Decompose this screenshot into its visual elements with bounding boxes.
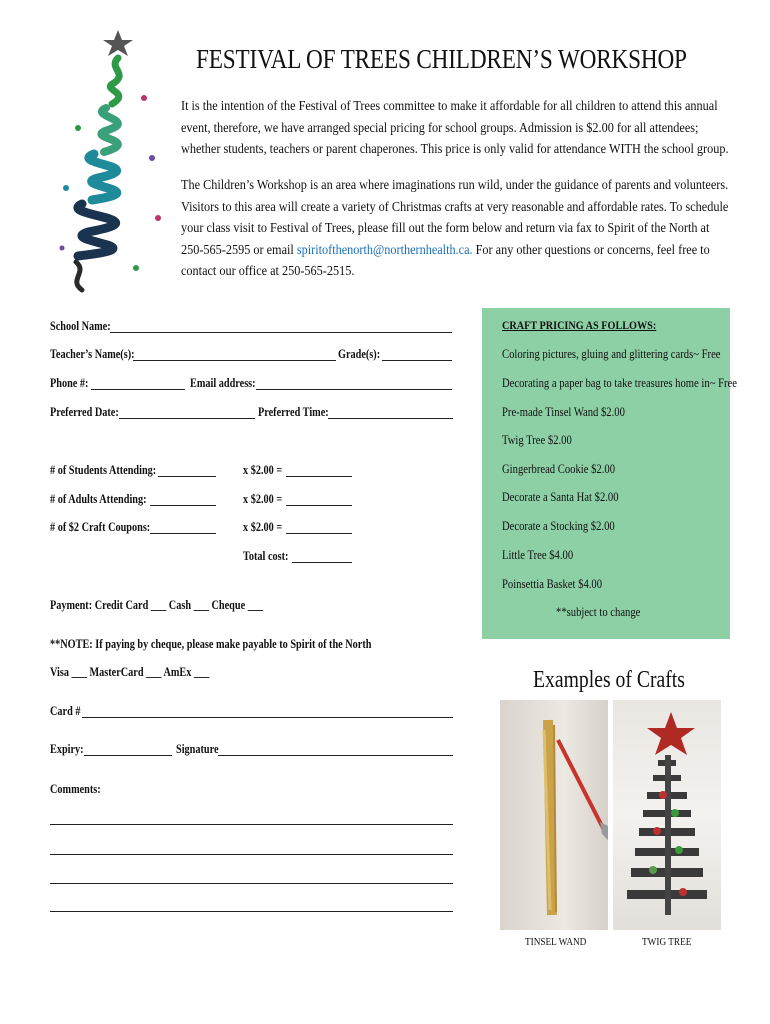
teachers-name-label: Teacher’s Name(s): bbox=[50, 347, 135, 361]
craft-coupons-field[interactable] bbox=[150, 532, 216, 534]
comments-line-3[interactable] bbox=[50, 882, 453, 884]
coupons-total-field[interactable] bbox=[286, 532, 352, 534]
comments-label: Comments: bbox=[50, 782, 101, 796]
craft-item: Gingerbread Cookie $2.00 bbox=[502, 462, 616, 476]
festival-tree-logo bbox=[48, 28, 172, 300]
adults-total-field[interactable] bbox=[286, 504, 352, 506]
students-total-field[interactable] bbox=[286, 475, 352, 477]
craft-item: Pre-made Tinsel Wand $2.00 bbox=[502, 405, 625, 419]
card-type-options[interactable]: Visa ___ MasterCard ___ AmEx ___ bbox=[50, 665, 210, 679]
preferred-date-label: Preferred Date: bbox=[50, 405, 119, 419]
phone-field[interactable] bbox=[91, 388, 185, 390]
school-name-field[interactable] bbox=[110, 331, 452, 333]
tinsel-wand-photo bbox=[500, 700, 608, 930]
phone-label: Phone #: bbox=[50, 376, 89, 390]
email-address-field[interactable] bbox=[256, 388, 452, 390]
craft-item: Poinsettia Basket $4.00 bbox=[502, 577, 603, 591]
craft-item: Little Tree $4.00 bbox=[502, 548, 574, 562]
comments-line-1[interactable] bbox=[50, 823, 453, 825]
craft-item: Decorate a Stocking $2.00 bbox=[502, 519, 615, 533]
craft-coupons-label: # of $2 Craft Coupons: bbox=[50, 520, 151, 534]
signature-label: Signature bbox=[176, 742, 219, 756]
grades-label: Grade(s): bbox=[338, 347, 381, 361]
comments-line-4[interactable] bbox=[50, 910, 453, 912]
email-link[interactable]: spiritofthenorth@northernhealth.ca. bbox=[296, 241, 473, 257]
expiry-label: Expiry: bbox=[50, 742, 84, 756]
preferred-date-field[interactable] bbox=[119, 417, 255, 419]
card-number-label: Card # bbox=[50, 704, 81, 718]
adults-attending-field[interactable] bbox=[150, 504, 216, 506]
intro-paragraph-2-text: The Children’s Workshop is an area where imaginations run wild, under the guidance of parents and volunteers. Visitors to this area will create a variety of Christmas crafts at very reasonable and affordable rates. To schedule your class visit to Festival of Trees, please fill out the form below and return via fax to Spirit of the North at 250-565-2595 or email bbox=[181, 177, 729, 257]
craft-item: Decorate a Santa Hat $2.00 bbox=[502, 490, 619, 504]
students-price-label: x $2.00 = bbox=[243, 463, 283, 477]
preferred-time-label: Preferred Time: bbox=[258, 405, 329, 419]
total-cost-label: Total cost: bbox=[243, 549, 289, 563]
total-cost-field[interactable] bbox=[292, 561, 352, 563]
expiry-field[interactable] bbox=[84, 754, 172, 756]
comments-line-2[interactable] bbox=[50, 853, 453, 855]
intro-paragraph-1: It is the intention of the Festival of Trees committee to make it affordable for all children to attend this annual event, therefore, we have arranged special pricing for school groups. Admission is $2.00 for all attendees; whether students, teachers or parent chaperones. This price is only valid for attendance WITH the school group. bbox=[181, 98, 729, 156]
students-attending-label: # of Students Attending: bbox=[50, 463, 157, 477]
tinsel-wand-caption: TINSEL WAND bbox=[525, 937, 587, 948]
subject-to-change-note: **subject to change bbox=[556, 605, 641, 619]
email-address-label: Email address: bbox=[190, 376, 256, 390]
cheque-note: **NOTE: If paying by cheque, please make payable to Spirit of the North bbox=[50, 637, 372, 651]
adults-attending-label: # of Adults Attending: bbox=[50, 492, 147, 506]
preferred-time-field[interactable] bbox=[328, 417, 453, 419]
card-number-field[interactable] bbox=[82, 716, 453, 718]
tinsel-wand-image bbox=[500, 700, 608, 930]
students-attending-field[interactable] bbox=[158, 475, 216, 477]
examples-title: Examples of Crafts bbox=[533, 667, 685, 693]
craft-item: Decorating a paper bag to take treasures home in~ Free bbox=[502, 376, 737, 390]
intro-paragraph-2 bbox=[181, 174, 730, 282]
craft-item: Twig Tree $2.00 bbox=[502, 433, 572, 447]
school-name-label: School Name: bbox=[50, 319, 111, 333]
grades-field[interactable] bbox=[382, 359, 452, 361]
payment-options[interactable]: Payment: Credit Card ___ Cash ___ Cheque ___ bbox=[50, 598, 264, 612]
craft-item: Coloring pictures, gluing and glittering cards~ Free bbox=[502, 347, 721, 361]
signature-field[interactable] bbox=[218, 754, 453, 756]
twig-tree-image bbox=[613, 700, 721, 930]
craft-pricing-heading: CRAFT PRICING AS FOLLOWS: bbox=[502, 318, 657, 332]
adults-price-label: x $2.00 = bbox=[243, 492, 283, 506]
coupons-price-label: x $2.00 = bbox=[243, 520, 283, 534]
twig-tree-caption: TWIG TREE bbox=[642, 937, 692, 948]
intro-paragraph-2-end: For any other questions or concerns, feel free to contact our office at 250-565-2515. bbox=[181, 241, 710, 278]
twig-tree-photo bbox=[613, 700, 721, 930]
page-title: FESTIVAL OF TREES CHILDREN’S WORKSHOP bbox=[196, 44, 687, 74]
teachers-name-field[interactable] bbox=[133, 359, 336, 361]
